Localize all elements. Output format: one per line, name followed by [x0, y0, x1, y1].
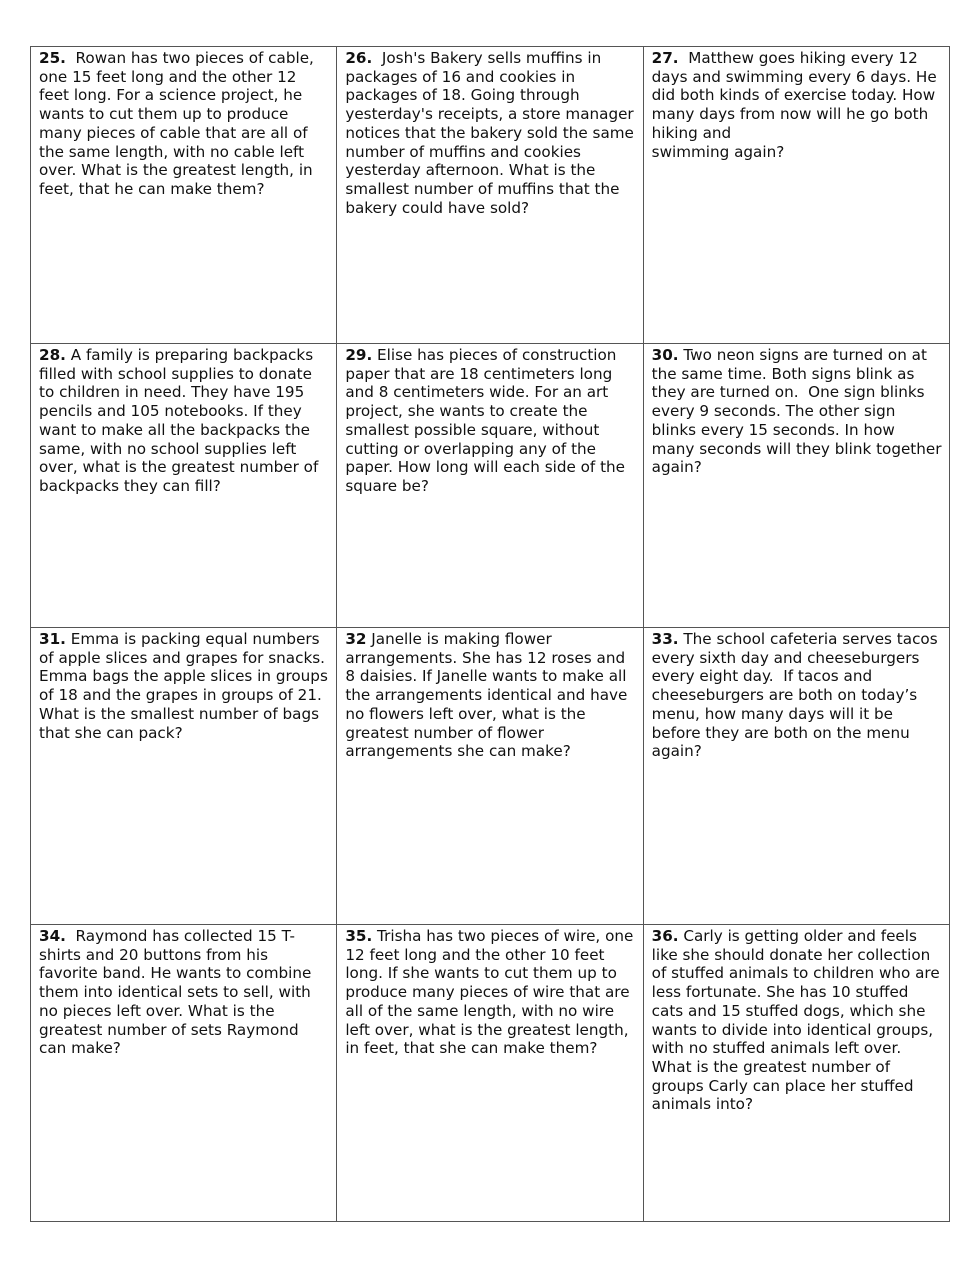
problem-text: The school cafeteria serves tacos every sixth day and cheeseburgers every eight day. If tacos and cheeseburgers are both on today’s menu, how many days will it be before they are both on the menu again?	[651, 630, 943, 761]
problem-row	[31, 925, 950, 1222]
problem-cell-33	[643, 628, 949, 925]
problem-number: 26.	[345, 49, 373, 67]
problem-number: 33.	[651, 630, 679, 648]
problem-cell-28	[31, 344, 337, 628]
problem-number: 36.	[651, 927, 679, 945]
problem-text: Janelle is making flower arrangements. She has 12 roses and 8 daisies. If Janelle wants to make all the arrangements identical and have no flowers left over, what is the greatest number of flower arrangements she can make?	[345, 630, 633, 761]
problem-cell-25	[31, 47, 337, 344]
problem-cell-32	[337, 628, 643, 925]
problem-cell-36	[643, 925, 949, 1222]
problem-text: A family is preparing backpacks filled with school supplies to donate to children in need. They have 195 pencils and 105 notebooks. If they want to make all the backpacks the same, with no school supplies left over, what is the greatest number of backpacks they can fill?	[39, 346, 324, 495]
problem-cell-29	[337, 344, 643, 628]
problem-text: Josh's Bakery sells muffins in packages of 16 and cookies in packages of 18. Going through yesterday's receipts, a store manager notices that the bakery sold the same number of muffins and cookies yesterday afternoon. What is the smallest number of muffins that the bakery could have sold?	[345, 49, 639, 217]
problem-text: Raymond has collected 15 T-shirts and 20 buttons from his favorite band. He wants to combine them into identical sets to sell, with no pieces left over. What is the greatest number of sets Raymond can make?	[39, 927, 317, 1058]
problem-row	[31, 47, 950, 344]
problem-text: Rowan has two pieces of cable, one 15 feet long and the other 12 feet long. For a science project, he wants to cut them up to produce many pieces of cable that are all of the same length, with no cable left over. What is the greatest length, in feet, that he can make them?	[39, 49, 319, 198]
problem-number: 29.	[345, 346, 373, 364]
problem-grid	[30, 46, 950, 1222]
problem-cell-35	[337, 925, 643, 1222]
problem-text: Elise has pieces of construction paper that are 18 centimeters long and 8 centimeters wide. For an art project, she wants to create the smallest possible square, without cutting or overlapping any of the paper. How long will each side of the square be?	[345, 346, 630, 495]
problem-text: Two neon signs are turned on at the same time. Both signs blink as they are turned on. One sign blinks every 9 seconds. The other sign blinks every 15 seconds. In how many seconds will they blink together again?	[651, 346, 947, 477]
problem-row	[31, 628, 950, 925]
problem-cell-30	[643, 344, 949, 628]
problem-cell-27	[643, 47, 949, 344]
problem-number: 32	[345, 630, 367, 648]
problem-number: 31.	[39, 630, 66, 648]
problem-number: 28.	[39, 346, 66, 364]
problem-text: Trisha has two pieces of wire, one 12 feet long and the other 10 feet long. If she wants to cut them up to produce many pieces of wire that are all of the same length, with no wire left over, what is the greatest length, in feet, that she can make them?	[345, 927, 639, 1058]
problem-text: Matthew goes hiking every 12 days and swimming every 6 days. He did both kinds of exercise today. How many days from now will he go both hiking and swimming again?	[651, 49, 937, 161]
problem-cell-31	[31, 628, 337, 925]
problem-number: 25.	[39, 49, 66, 67]
problem-number: 35.	[345, 927, 373, 945]
problem-cell-26	[337, 47, 643, 344]
problem-text: Carly is getting older and feels like she should donate her collection of stuffed animals to children who are less fortunate. She has 10 stuffed cats and 15 stuffed dogs, which she wants to divide into identical groups, with no stuffed animals left over. What is the greatest number of groups Carly can place her stuffed animals into?	[651, 927, 945, 1114]
problem-number: 30.	[651, 346, 679, 364]
problem-number: 27.	[651, 49, 679, 67]
problem-cell-34	[31, 925, 337, 1222]
problem-text: Emma is packing equal numbers of apple slices and grapes for snacks. Emma bags the apple slices in groups of 18 and the grapes in groups of 21. What is the smallest number of bags that she can pack?	[39, 630, 335, 742]
problem-number: 34.	[39, 927, 66, 945]
problem-row	[31, 344, 950, 628]
